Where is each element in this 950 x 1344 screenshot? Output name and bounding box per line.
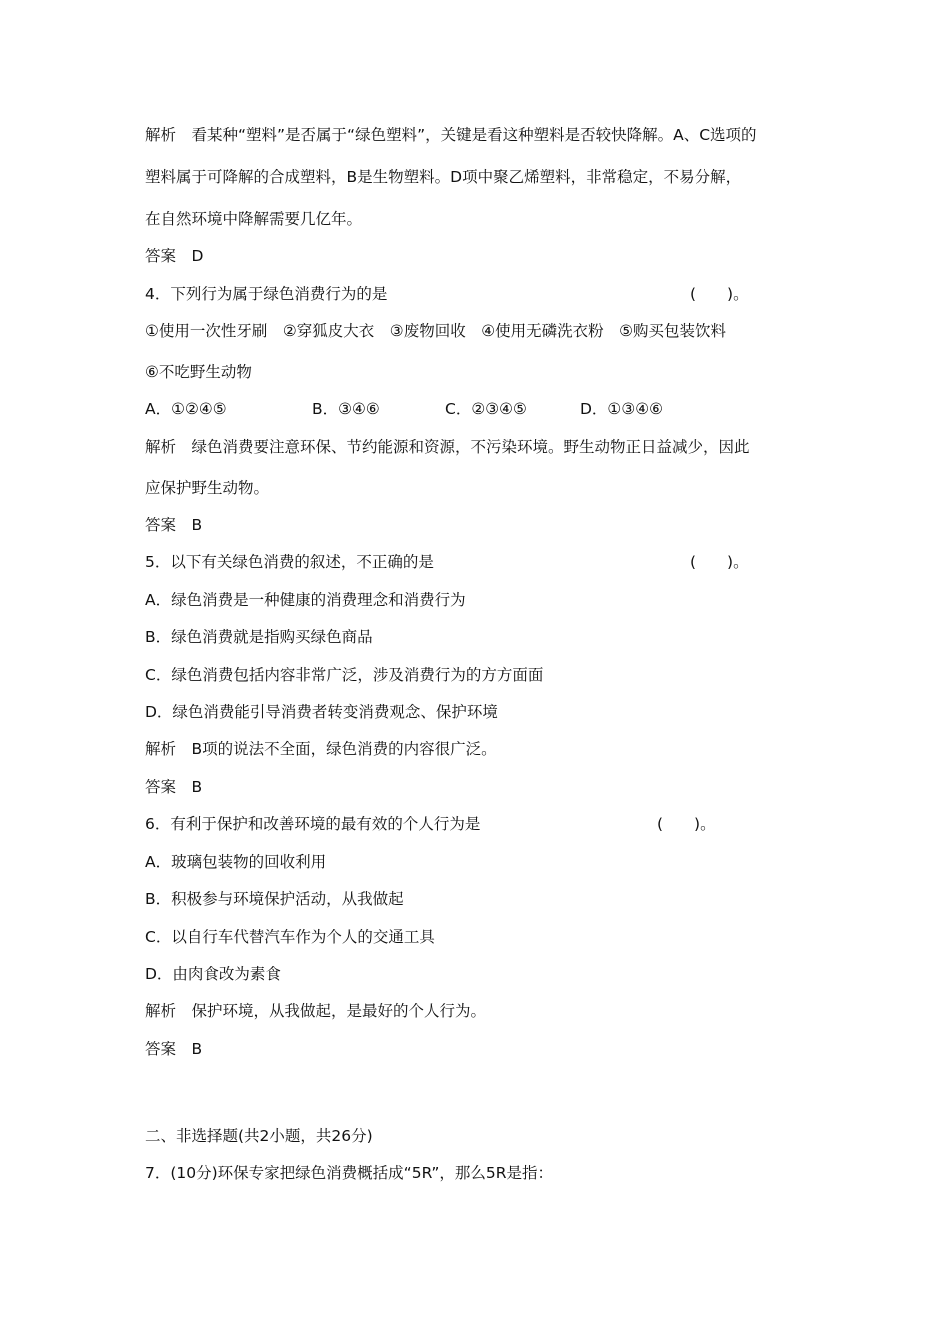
option-c: C．②③④⑤	[445, 400, 527, 418]
explanation-line: 应保护野生动物。	[145, 479, 270, 497]
explanation-line: 解析 保护环境，从我做起，是最好的个人行为。	[145, 1002, 487, 1020]
answer-blank: ( )。	[690, 285, 749, 303]
explanation-line: 解析 绿色消费要注意环保、节约能源和资源，不污染环境。野生动物正日益减少，因此	[145, 438, 750, 456]
option-d: D．由肉食改为素食	[145, 965, 281, 983]
question-stem: 7．(10分)环保专家把绿色消费概括成“5R”，那么5R是指：	[145, 1164, 554, 1182]
option-b: B．积极参与环境保护活动，从我做起	[145, 890, 404, 908]
option-a: A．玻璃包装物的回收利用	[145, 853, 327, 871]
answer-line: 答案 D	[145, 247, 204, 265]
explanation-line: 解析 B项的说法不全面，绿色消费的内容很广泛。	[145, 740, 497, 758]
option-a: A．①②④⑤	[145, 400, 227, 418]
explanation-line: 解析 看某种“塑料”是否属于“绿色塑料”，关键是看这种塑料是否较快降解。A、C选项的	[145, 126, 757, 144]
answer-line: 答案 B	[145, 516, 203, 534]
answer-blank: ( )。	[690, 553, 749, 571]
section-heading: 二、非选择题(共2小题，共26分)	[145, 1127, 373, 1145]
question-items: ⑥不吃野生动物	[145, 363, 252, 381]
question-stem: 6．有利于保护和改善环境的最有效的个人行为是	[145, 815, 481, 833]
option-a: A．绿色消费是一种健康的消费理念和消费行为	[145, 591, 466, 609]
answer-line: 答案 B	[145, 1040, 203, 1058]
question-stem: 4．下列行为属于绿色消费行为的是	[145, 285, 388, 303]
option-c: C．以自行车代替汽车作为个人的交通工具	[145, 928, 435, 946]
explanation-line: 在自然环境中降解需要几亿年。	[145, 210, 363, 228]
option-b: B．③④⑥	[312, 400, 380, 418]
option-b: B．绿色消费就是指购买绿色商品	[145, 628, 373, 646]
option-d: D．绿色消费能引导消费者转变消费观念、保护环境	[145, 703, 498, 721]
option-c: C．绿色消费包括内容非常广泛，涉及消费行为的方方面面	[145, 666, 544, 684]
question-items: ①使用一次性牙刷 ②穿狐皮大衣 ③废物回收 ④使用无磷洗衣粉 ⑤购买包装饮料	[145, 322, 726, 340]
question-stem: 5．以下有关绿色消费的叙述，不正确的是	[145, 553, 434, 571]
answer-line: 答案 B	[145, 778, 203, 796]
explanation-line: 塑料属于可降解的合成塑料，B是生物塑料。D项中聚乙烯塑料，非常稳定，不易分解，	[145, 168, 742, 186]
option-d: D．①③④⑥	[580, 400, 664, 418]
answer-blank: ( )。	[657, 815, 716, 833]
